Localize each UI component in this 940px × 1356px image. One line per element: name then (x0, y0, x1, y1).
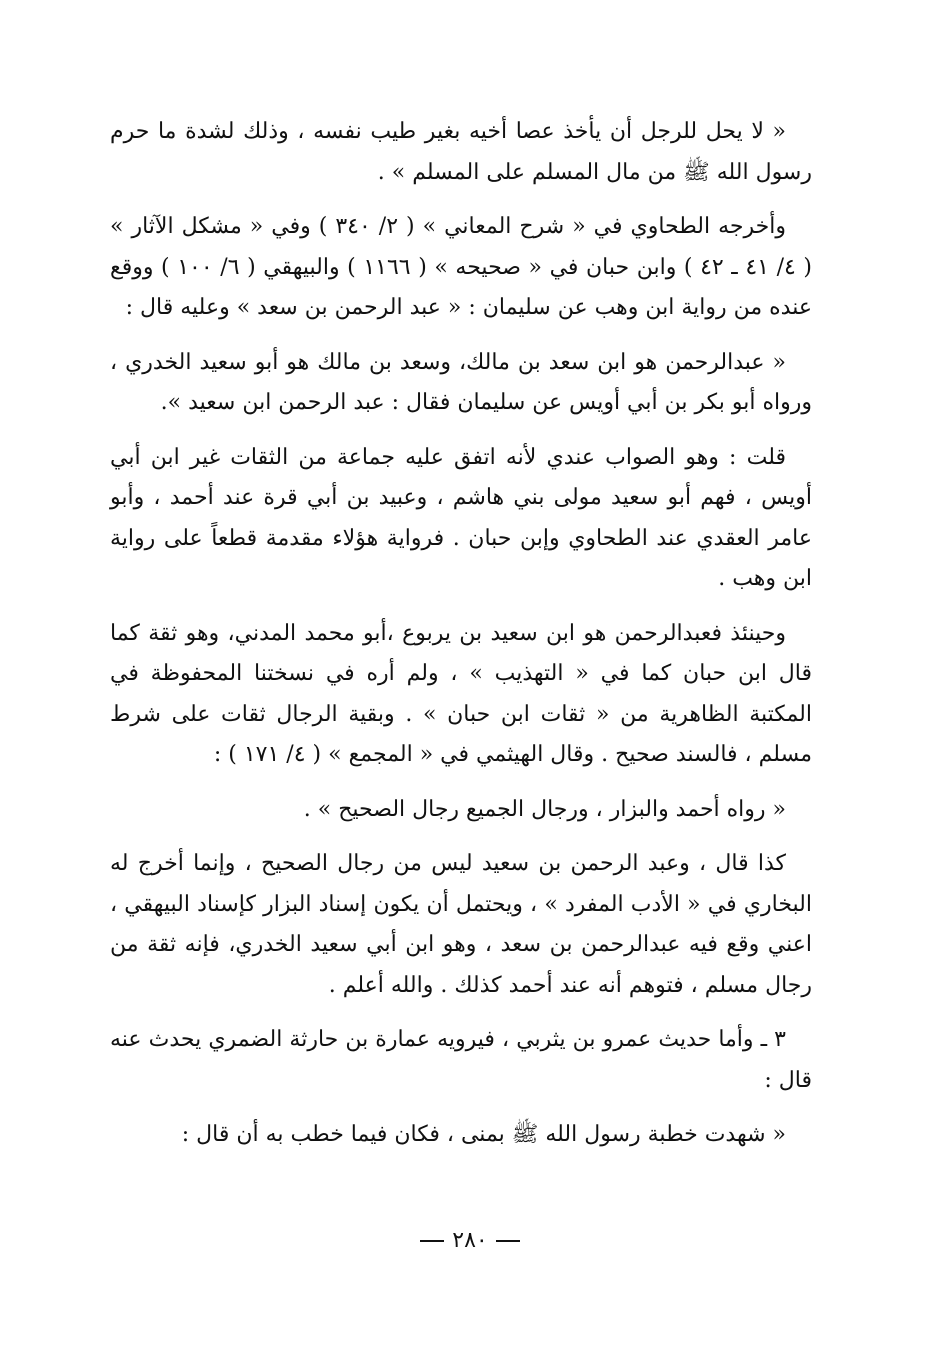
paragraph-author-opinion: قلت : وهو الصواب عندي لأنه اتفق عليه جماعة من الثقات غير ابن أبي أويس ، فهم أبو سعيد مولى بني هاشم ، وعبيد بن أبي قرة عند أحمد ، وأبو عامر العقدي عند الطحاوي وإبن حبان . فرواية هؤلاء مقدمة قطعاً على رواية ابن وهب . (110, 444, 812, 591)
body-text (110, 112, 812, 1156)
footer-dash-right (496, 1240, 520, 1242)
paragraph-bayhaqi-quote: « عبدالرحمن هو ابن سعد بن مالك، وسعد بن مالك هو أبو سعيد الخدري ، ورواه أبو بكر بن أبي أويس عن سليمان فقال : عبد الرحمن ابن سعيد ». (110, 349, 812, 415)
paragraph-khutbah-quote: « شهدت خطبة رسول الله ﷺ بمنى ، فكان فيما خطب به أن قال : (181, 1122, 786, 1147)
page-number: ٢٨٠ (452, 1228, 488, 1253)
paragraph-narrator-note: وحينئذ فعبدالرحمن هو ابن سعيد بن يربوع ،أبو محمد المدني، وهو ثقة كما قال ابن حبان كما في « التهذيب » ، ولم أره في نسختنا المحفوظة في المكتبة الظاهرية من « ثقات ابن حبان » . وبقية الرجال ثقات على شرط مسلم ، فالسند صحيح . وقال الهيثمي في « المجمع » ( ٤/ ١٧١ ) : (110, 620, 812, 767)
page-footer (0, 1228, 940, 1253)
paragraph-section-3: ٣ ـ وأما حديث عمرو بن يثربي ، فيرويه عمارة بن حارثة الضمري يحدث عنه قال : (110, 1027, 812, 1093)
footer-dash-left (420, 1240, 444, 1242)
paragraph-hadith-quote: « لا يحل للرجل أن يأخذ عصا أخيه بغير طيب نفسه ، وذلك لشدة ما حرم رسول الله ﷺ من مال المسلم على المسلم » . (110, 119, 812, 185)
paragraph-haythami-quote: « رواه أحمد والبزار ، ورجال الجميع رجال الصحيح » . (303, 796, 786, 822)
paragraph-takhrij: وأخرجه الطحاوي في « شرح المعاني » ( ٢/ ٣٤٠ ) وفي « مشكل الآثار » ( ٤/ ٤١ ـ ٤٢ ) وابن حبان في « صحيحه » ( ١١٦٦ ) والبيهقي ( ٦/ ١٠٠ ) ووقع عنده من رواية ابن وهب عن سليمان : « عبد الرحمن بن سعد » وعليه قال : (110, 214, 812, 320)
paragraph-critique: كذا قال ، وعبد الرحمن بن سعيد ليس من رجال الصحيح ، وإنما أخرج له البخاري في « الأدب المفرد » ، ويحتمل أن يكون إسناد البزار كإسناد البيهقي ، اعني وقع فيه عبدالرحمن بن سعد ، وهو ابن أبي سعيد الخدري، فإنه ثقة من رجال مسلم ، فتوهم أنه عند أحمد كذلك . والله أعلم . (110, 851, 812, 998)
